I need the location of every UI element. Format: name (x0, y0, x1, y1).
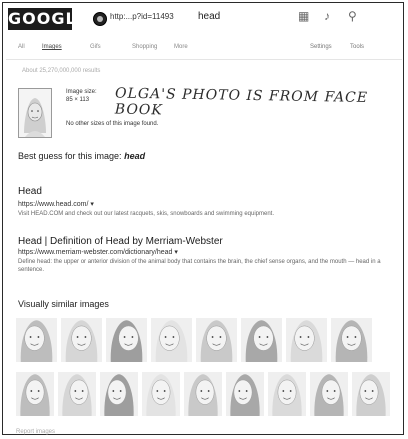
tab-settings[interactable]: Settings (310, 44, 332, 50)
search-query[interactable]: head (198, 11, 221, 22)
image-size-label: Image size: (66, 89, 97, 95)
results-count: About 25,270,000,000 results (22, 68, 101, 74)
similar-image[interactable] (196, 318, 237, 362)
face-thumbnail-image (310, 372, 348, 416)
best-guess-label: Best guess for this image: (18, 151, 122, 161)
similar-image[interactable] (61, 318, 102, 362)
tabs-divider (6, 59, 402, 60)
face-thumbnail-image (352, 372, 390, 416)
face-thumbnail-image (286, 318, 327, 362)
portrait-thumbnail-image (19, 89, 51, 137)
result-snippet-1: Visit HEAD.COM and check out our latest racquets, skis, snowboards and swimming equipment. (18, 211, 275, 217)
similar-image[interactable] (100, 372, 138, 416)
google-logo[interactable]: GOOGLE (8, 9, 89, 28)
best-guess (18, 151, 145, 161)
result-url-2[interactable]: https://www.merriam-webster.com/dictionary/head ▾ (18, 249, 178, 256)
search-tabs (16, 44, 388, 58)
similar-image[interactable] (331, 318, 372, 362)
face-thumbnail-image (151, 318, 192, 362)
query-thumbnail[interactable] (18, 88, 52, 138)
face-thumbnail-image (106, 318, 147, 362)
tab-shopping[interactable]: Shopping (132, 44, 158, 50)
face-thumbnail-image (331, 318, 372, 362)
search-icon[interactable]: ⚲ (348, 9, 357, 23)
similar-image[interactable] (106, 318, 147, 362)
camera-icon[interactable]: ▦ (298, 9, 310, 23)
face-thumbnail-image (16, 318, 57, 362)
face-thumbnail-image (241, 318, 282, 362)
tab-all[interactable]: All (18, 44, 25, 50)
result-snippet-2: Define head: the upper or anterior division of the animal body that contains the brain, the chief sense organs, and the mouth — head in a sentence. (18, 259, 381, 273)
face-thumbnail-image (58, 372, 96, 416)
similar-image[interactable] (268, 372, 306, 416)
similar-image[interactable] (16, 372, 54, 416)
site-icon (93, 12, 107, 26)
face-thumbnail-image (142, 372, 180, 416)
result-title-2[interactable]: Head | Definition of Head by Merriam-Webster (18, 236, 223, 247)
best-guess-link[interactable]: head (124, 151, 146, 161)
handwritten-note: OLGA'S PHOTO IS FROM FACE BOOK (114, 85, 369, 119)
face-thumbnail-image (61, 318, 102, 362)
visually-similar-heading: Visually similar images (18, 299, 109, 309)
no-other-sizes: No other sizes of this image found. (66, 121, 159, 127)
mic-icon[interactable]: ♪ (324, 9, 330, 23)
face-thumbnail-image (100, 372, 138, 416)
similar-image[interactable] (58, 372, 96, 416)
tab-gifs[interactable]: Gifs (90, 44, 101, 50)
result-title-1[interactable]: Head (18, 186, 42, 197)
report-images-link[interactable]: Report images (16, 429, 56, 435)
tab-tools[interactable]: Tools (350, 44, 365, 50)
tab-images[interactable]: Images (42, 44, 62, 50)
image-size-value: 85 × 113 (66, 97, 90, 103)
similar-image[interactable] (310, 372, 348, 416)
face-thumbnail-image (226, 372, 264, 416)
result-url-1[interactable]: https://www.head.com/ ▾ (18, 201, 94, 208)
similar-image[interactable] (241, 318, 282, 362)
similar-image[interactable] (184, 372, 222, 416)
face-thumbnail-image (268, 372, 306, 416)
page-frame (2, 2, 404, 435)
search-tools (298, 9, 366, 25)
similar-image[interactable] (142, 372, 180, 416)
tab-more[interactable]: More (174, 44, 188, 50)
similar-image[interactable] (352, 372, 390, 416)
face-thumbnail-image (184, 372, 222, 416)
similar-image[interactable] (151, 318, 192, 362)
face-thumbnail-image (196, 318, 237, 362)
similar-image[interactable] (226, 372, 264, 416)
similar-image[interactable] (286, 318, 327, 362)
url-field[interactable]: http:...p?id=11493 (110, 12, 174, 21)
face-thumbnail-image (16, 372, 54, 416)
similar-image[interactable] (16, 318, 57, 362)
